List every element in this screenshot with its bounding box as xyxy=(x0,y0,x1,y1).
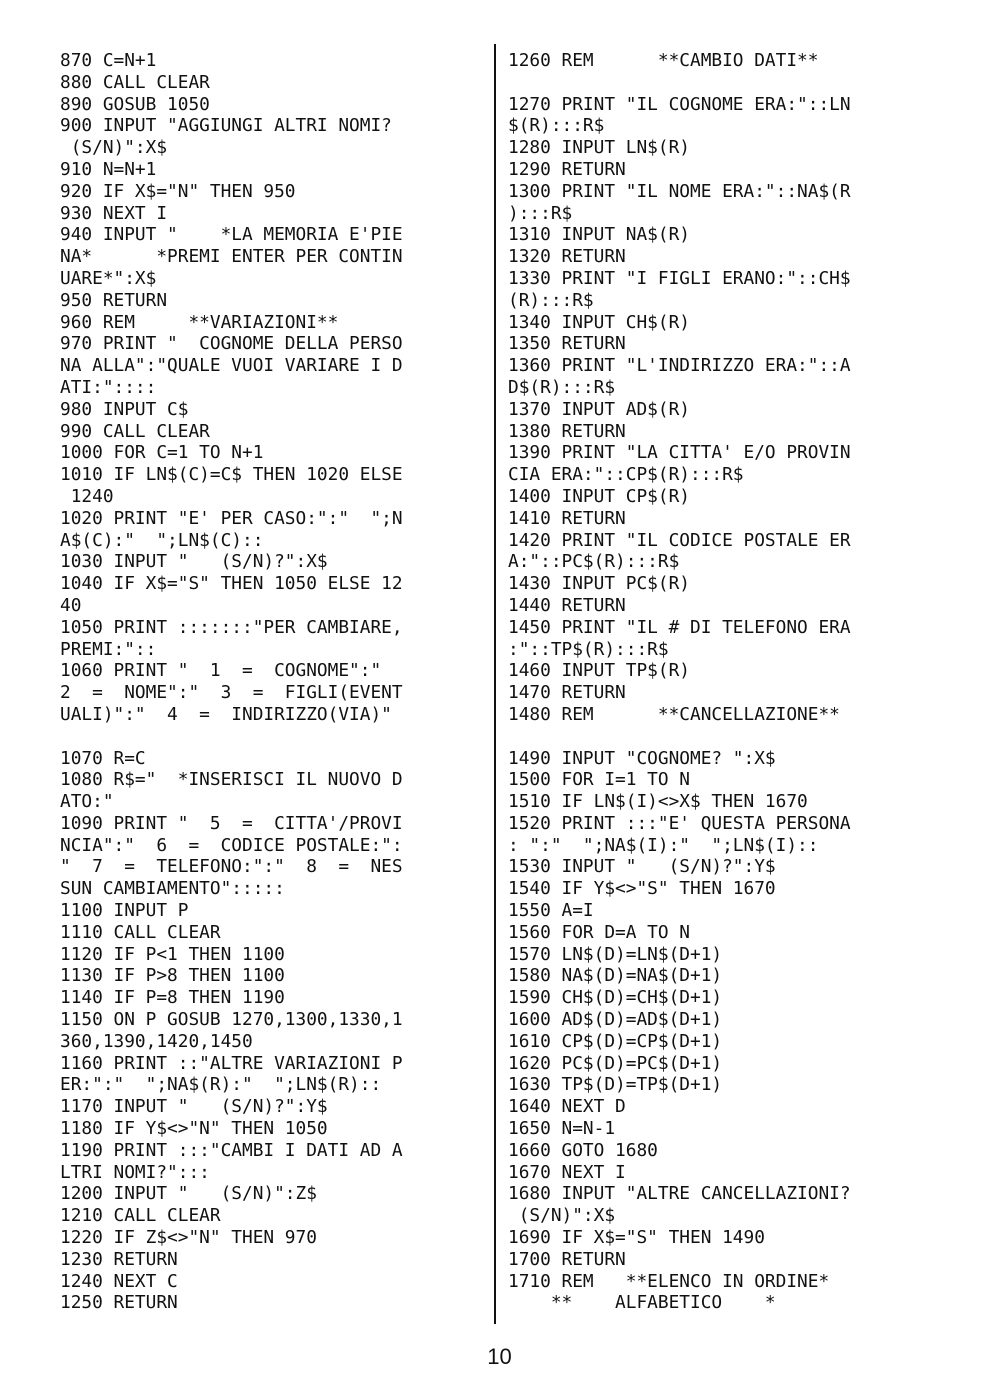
code-line: 1640 NEXT D xyxy=(508,1096,626,1118)
code-line: 1020 PRINT "E' PER CASO:":" ";N xyxy=(60,507,403,529)
code-line: 1070 R=C xyxy=(60,747,146,769)
code-line: 960 REM **VARIAZIONI** xyxy=(60,311,339,333)
code-line: 1650 N=N-1 xyxy=(508,1118,616,1140)
code-line: D$(R):::R$ xyxy=(508,376,616,398)
code-line: 910 N=N+1 xyxy=(60,158,157,180)
code-line: NCIA":" 6 = CODICE POSTALE:": xyxy=(60,834,403,856)
code-line: :"::TP$(R):::R$ xyxy=(508,638,669,660)
code-line: 1220 IF Z$<>"N" THEN 970 xyxy=(60,1227,317,1249)
code-line: 900 INPUT "AGGIUNGI ALTRI NOMI? xyxy=(60,115,392,137)
code-line: UALI)":" 4 = INDIRIZZO(VIA)" xyxy=(60,703,392,725)
code-line: 1430 INPUT PC$(R) xyxy=(508,573,690,595)
code-line: $(R):::R$ xyxy=(508,115,605,137)
code-line: 1150 ON P GOSUB 1270,1300,1330,1 xyxy=(60,1009,403,1031)
code-line: 1140 IF P=8 THEN 1190 xyxy=(60,987,285,1009)
column-divider xyxy=(494,44,496,1324)
code-line: 1120 IF P<1 THEN 1100 xyxy=(60,943,285,965)
code-line: NA* *PREMI ENTER PER CONTIN xyxy=(60,246,403,268)
code-line: LTRI NOMI?"::: xyxy=(60,1161,210,1183)
code-line: 1710 REM **ELENCO IN ORDINE* xyxy=(508,1270,830,1292)
code-line: 1570 LN$(D)=LN$(D+1) xyxy=(508,943,723,965)
code-line: 1500 FOR I=1 TO N xyxy=(508,769,690,791)
code-line: 940 INPUT " *LA MEMORIA E'PIE xyxy=(60,224,403,246)
code-line: 1130 IF P>8 THEN 1100 xyxy=(60,965,285,987)
code-line: 1060 PRINT " 1 = COGNOME":" xyxy=(60,660,382,682)
code-line: 1200 INPUT " (S/N)":Z$ xyxy=(60,1183,317,1205)
code-line: 360,1390,1420,1450 xyxy=(60,1030,253,1052)
code-line xyxy=(60,726,485,748)
code-line: 1330 PRINT "I FIGLI ERANO:"::CH$ xyxy=(508,267,851,289)
code-line: 1230 RETURN xyxy=(60,1248,178,1270)
code-line: 1700 RETURN xyxy=(508,1248,626,1270)
code-line: 40 xyxy=(60,594,82,616)
code-line: SUN CAMBIAMENTO"::::: xyxy=(60,878,285,900)
code-line: PREMI:":: xyxy=(60,638,157,660)
code-line: 1030 INPUT " (S/N)?":X$ xyxy=(60,551,328,573)
code-line: 1390 PRINT "LA CITTA' E/O PROVIN xyxy=(508,442,851,464)
code-line: 1560 FOR D=A TO N xyxy=(508,921,690,943)
code-line: 970 PRINT " COGNOME DELLA PERSO xyxy=(60,333,403,355)
code-line: 1010 IF LN$(C)=C$ THEN 1020 ELSE xyxy=(60,464,403,486)
code-line: 1510 IF LN$(I)<>X$ THEN 1670 xyxy=(508,791,808,813)
code-line: 880 CALL CLEAR xyxy=(60,71,210,93)
code-line: 1670 NEXT I xyxy=(508,1161,626,1183)
code-line: 990 CALL CLEAR xyxy=(60,420,210,442)
code-line: 1110 CALL CLEAR xyxy=(60,921,221,943)
code-line: 920 IF X$="N" THEN 950 xyxy=(60,180,296,202)
code-line: 1310 INPUT NA$(R) xyxy=(508,224,690,246)
code-line: 1240 NEXT C xyxy=(60,1270,178,1292)
code-line: 870 C=N+1 xyxy=(60,50,157,71)
code-line: 1370 INPUT AD$(R) xyxy=(508,398,690,420)
code-line: 1530 INPUT " (S/N)?":Y$ xyxy=(508,856,776,878)
code-line: (S/N)":X$ xyxy=(508,1205,616,1227)
code-line: 1270 PRINT "IL COGNOME ERA:"::LN xyxy=(508,93,851,115)
code-line: 1160 PRINT ::"ALTRE VARIAZIONI P xyxy=(60,1052,403,1074)
code-line: 1380 RETURN xyxy=(508,420,626,442)
code-line: 890 GOSUB 1050 xyxy=(60,93,210,115)
code-line: 1600 AD$(D)=AD$(D+1) xyxy=(508,1009,723,1031)
code-line: 1580 NA$(D)=NA$(D+1) xyxy=(508,965,723,987)
code-line: 950 RETURN xyxy=(60,289,168,311)
code-line: 1100 INPUT P xyxy=(60,900,189,922)
code-line: 1170 INPUT " (S/N)?":Y$ xyxy=(60,1096,328,1118)
code-line: 930 NEXT I xyxy=(60,202,168,224)
code-line: ):::R$ xyxy=(508,202,573,224)
code-line: 1350 RETURN xyxy=(508,333,626,355)
code-line: 1610 CP$(D)=CP$(D+1) xyxy=(508,1030,723,1052)
code-line: 1000 FOR C=1 TO N+1 xyxy=(60,442,264,464)
code-line: 1590 CH$(D)=CH$(D+1) xyxy=(508,987,723,1009)
code-line: 980 INPUT C$ xyxy=(60,398,189,420)
code-line: 1260 REM **CAMBIO DATI** xyxy=(508,50,819,71)
code-line: 1290 RETURN xyxy=(508,158,626,180)
code-line: NA ALLA":"QUALE VUOI VARIARE I D xyxy=(60,355,403,377)
code-line: 1180 IF Y$<>"N" THEN 1050 xyxy=(60,1118,328,1140)
code-line: 1490 INPUT "COGNOME? ":X$ xyxy=(508,747,776,769)
code-line: 1480 REM **CANCELLAZIONE** xyxy=(508,703,840,725)
code-line: ATO:" xyxy=(60,791,114,813)
code-line: 1420 PRINT "IL CODICE POSTALE ER xyxy=(508,529,851,551)
code-line: ** ALFABETICO * xyxy=(508,1292,776,1314)
code-line: 1400 INPUT CP$(R) xyxy=(508,485,690,507)
code-line: (S/N)":X$ xyxy=(60,137,168,159)
code-line: ATI:":::: xyxy=(60,376,157,398)
code-column-right xyxy=(508,50,938,1314)
code-line: 1080 R$=" *INSERISCI IL NUOVO D xyxy=(60,769,403,791)
code-line: 1460 INPUT TP$(R) xyxy=(508,660,690,682)
code-line: 1450 PRINT "IL # DI TELEFONO ERA xyxy=(508,616,851,638)
page-number: 10 xyxy=(487,1344,512,1369)
code-line: 1190 PRINT :::"CAMBI I DATI AD A xyxy=(60,1139,403,1161)
code-line: 1540 IF Y$<>"S" THEN 1670 xyxy=(508,878,776,900)
code-line xyxy=(508,726,938,748)
code-line: 1690 IF X$="S" THEN 1490 xyxy=(508,1227,765,1249)
code-line: 1040 IF X$="S" THEN 1050 ELSE 12 xyxy=(60,573,403,595)
code-line: 2 = NOME":" 3 = FIGLI(EVENT xyxy=(60,682,403,704)
code-line: 1660 GOTO 1680 xyxy=(508,1139,658,1161)
code-line: : ":" ";NA$(I):" ";LN$(I):: xyxy=(508,834,819,856)
code-line: UARE*":X$ xyxy=(60,267,157,289)
code-line: 1440 RETURN xyxy=(508,594,626,616)
code-line xyxy=(508,72,938,94)
code-line: 1050 PRINT :::::::"PER CAMBIARE, xyxy=(60,616,403,638)
code-line: 1520 PRINT :::"E' QUESTA PERSONA xyxy=(508,812,851,834)
code-line: 1300 PRINT "IL NOME ERA:"::NA$(R xyxy=(508,180,851,202)
code-line: 1280 INPUT LN$(R) xyxy=(508,137,690,159)
code-line: 1410 RETURN xyxy=(508,507,626,529)
code-line: 1240 xyxy=(60,485,114,507)
code-line: 1250 RETURN xyxy=(60,1292,178,1314)
code-line: 1630 TP$(D)=TP$(D+1) xyxy=(508,1074,723,1096)
code-line: CIA ERA:"::CP$(R):::R$ xyxy=(508,464,744,486)
code-line: A$(C):" ";LN$(C):: xyxy=(60,529,264,551)
code-line: 1210 CALL CLEAR xyxy=(60,1205,221,1227)
code-line: " 7 = TELEFONO:":" 8 = NES xyxy=(60,856,403,878)
code-line: 1360 PRINT "L'INDIRIZZO ERA:"::A xyxy=(508,355,851,377)
code-line: ER:":" ";NA$(R):" ";LN$(R):: xyxy=(60,1074,382,1096)
code-line: 1680 INPUT "ALTRE CANCELLAZIONI? xyxy=(508,1183,851,1205)
code-line: 1550 A=I xyxy=(508,900,594,922)
code-line: 1090 PRINT " 5 = CITTA'/PROVI xyxy=(60,812,403,834)
code-line: 1320 RETURN xyxy=(508,246,626,268)
code-line: 1620 PC$(D)=PC$(D+1) xyxy=(508,1052,723,1074)
code-line: 1340 INPUT CH$(R) xyxy=(508,311,690,333)
code-line: (R):::R$ xyxy=(508,289,594,311)
code-line: 1470 RETURN xyxy=(508,682,626,704)
code-line: A:"::PC$(R):::R$ xyxy=(508,551,680,573)
code-column-left xyxy=(60,50,485,1314)
